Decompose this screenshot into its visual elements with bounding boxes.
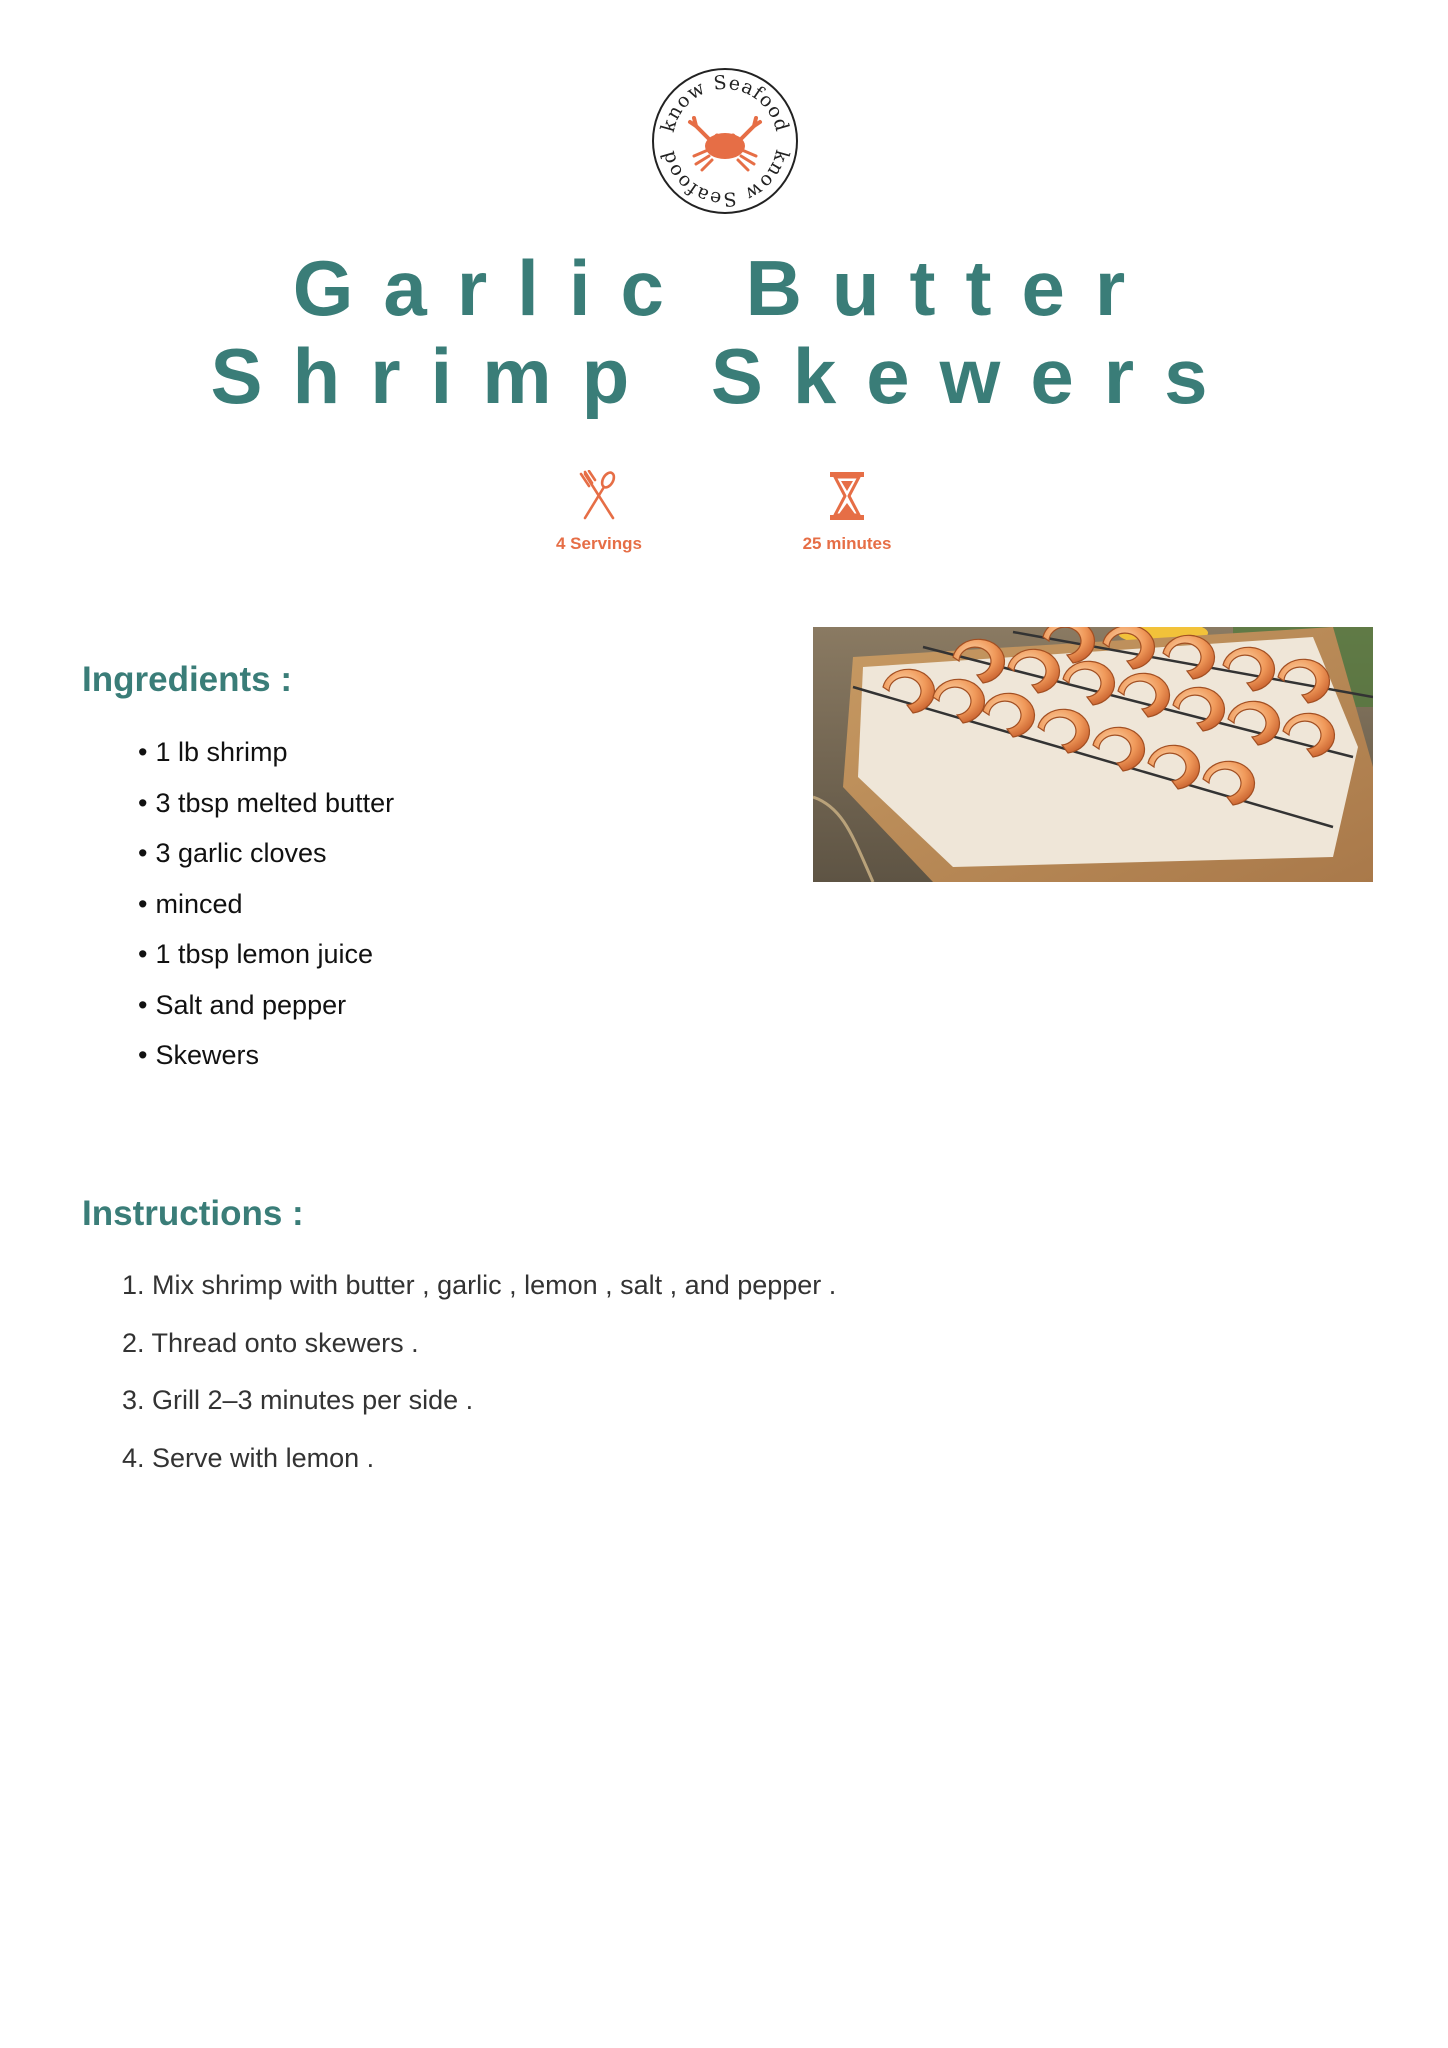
logo-text-top: know Seafood [656, 71, 794, 135]
instructions-list [122, 1257, 836, 1487]
ingredient-item: • 3 tbsp melted butter [138, 778, 394, 829]
instructions-heading: Instructions : [82, 1194, 304, 1233]
instruction-step: 3. Grill 2–3 minutes per side . [122, 1385, 474, 1415]
title-line-1: Garlic Butter [292, 244, 1156, 332]
instruction-step: 1. Mix shrimp with butter , garlic , lemon , salt , and pepper . [122, 1270, 837, 1300]
ingredient-item: • minced [138, 879, 394, 930]
ingredient-item: • 1 tbsp lemon juice [138, 929, 394, 980]
ingredient-item: • 1 lb shrimp [138, 727, 394, 778]
logo-text-bottom: know Seafood [656, 147, 794, 211]
ingredient-item: • 3 garlic cloves [138, 828, 394, 879]
time-label: 25 minutes [802, 534, 892, 553]
know-seafood-logo [650, 66, 800, 216]
title-line-2: Shrimp Skewers [210, 332, 1238, 420]
instruction-step: 2. Thread onto skewers . [122, 1327, 419, 1358]
ingredient-item: • Salt and pepper [138, 980, 394, 1031]
ingredients-heading: Ingredients : [82, 660, 293, 699]
shrimp-skewers-photo [813, 627, 1373, 882]
instruction-step: 4. Serve with lemon . [122, 1442, 375, 1473]
hourglass-icon [827, 470, 867, 522]
utensils-icon [579, 470, 619, 522]
servings-info [489, 470, 709, 554]
ingredient-item: • Skewers [138, 1030, 394, 1081]
servings-label: 4 Servings [556, 534, 642, 553]
recipe-title [0, 244, 1448, 420]
time-info [737, 470, 957, 554]
ingredients-list [138, 727, 394, 1081]
